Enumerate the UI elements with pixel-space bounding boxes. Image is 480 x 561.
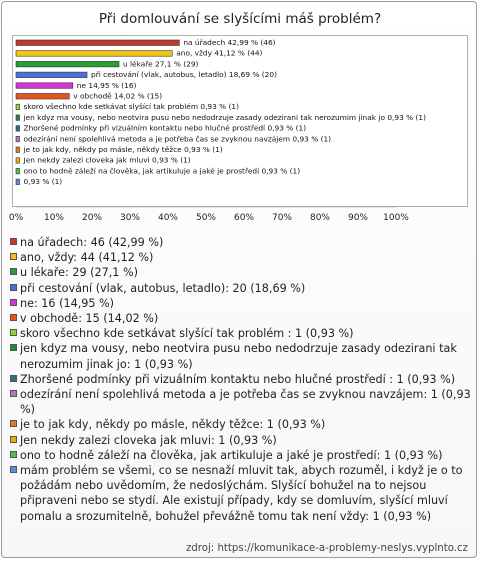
legend-item <box>8 417 472 432</box>
legend-swatch <box>10 268 17 275</box>
bar-label-13: 0,93 % (1) <box>23 177 63 187</box>
bar-label-7: jen kdyz ma vousy, nebo neotvira pusu nebo nedodrzuje zasady odezirani tak nerozumim jinak jo 0,93 % (1) <box>23 112 426 122</box>
legend-swatch <box>10 329 17 336</box>
legend-label: jen kdyz ma vousy, nebo neotvira pusu nebo nedodrzuje zasady odezirani tak nerozumim jinak jo: 1 (0,93 %) <box>20 342 457 371</box>
legend-item <box>8 448 472 463</box>
bar-3 <box>16 72 87 78</box>
x-tick-label: 40% <box>157 213 179 223</box>
legend-label: Zhoršené podmínky při vizuálním kontaktu nebo hlučné prostředí : 1 (0,93 %) <box>20 372 456 386</box>
legend-swatch <box>10 238 17 245</box>
bar-label-6: skoro všechno kde setkávat slyšící tak problém 0,93 % (1) <box>23 102 240 112</box>
legend-item <box>8 235 472 250</box>
bar-label-4: ne 14,95 % (16) <box>76 80 137 90</box>
legend-swatch <box>10 436 17 443</box>
chart-svg <box>2 2 478 234</box>
legend-label: odezírání není spolehlivá metoda a je potřeba čas se zvyknou navzájem: 1 (0,93 %) <box>20 388 471 417</box>
legend-swatch <box>10 344 17 351</box>
bar-8 <box>16 126 20 132</box>
bar-6 <box>16 104 20 110</box>
x-tick-label: 50% <box>195 213 217 223</box>
bar-5 <box>16 94 69 100</box>
legend-item <box>8 265 472 280</box>
legend-swatch <box>10 466 17 473</box>
source-note: zdroj: https://komunikace-a-problemy-neslys.vyplnto.cz <box>185 543 468 554</box>
bar-label-12: ono to hodně záleží na člověka, jak artikuluje a jaké je prostředí 0,93 % (1) <box>23 166 301 176</box>
legend-item <box>8 463 472 524</box>
bar-11 <box>16 158 20 164</box>
x-tick-label: 100% <box>383 213 409 223</box>
bar-label-0: na úřadech 42,99 % (46) <box>183 38 276 47</box>
legend-item <box>8 387 472 417</box>
bar-label-9: odezírání není spolehlivá metoda a je potřeba čas se zvyknou navzájem 0,93 % (1) <box>23 134 332 144</box>
bar-label-1: ano, vždy 41,12 % (44) <box>176 48 263 58</box>
bar-label-5: v obchodě 14,02 % (15) <box>73 91 163 101</box>
legend-label: je to jak kdy, někdy po másle, někdy těžce: 1 (0,93 %) <box>20 418 326 432</box>
legend-label: Jen nekdy zalezi cloveka jak mluvi: 1 (0,93 %) <box>20 433 277 447</box>
legend-label: u lékaře: 29 (27,1 %) <box>20 266 138 280</box>
legend-swatch <box>10 390 17 397</box>
x-tick-label: 30% <box>119 213 141 223</box>
legend-item <box>8 341 472 371</box>
x-tick-label: 20% <box>81 213 103 223</box>
bar-13 <box>16 179 20 185</box>
legend-swatch <box>10 299 17 306</box>
x-tick-label: 80% <box>309 213 331 223</box>
x-tick-label: 90% <box>347 213 369 223</box>
bar-label-11: Jen nekdy zalezi cloveka jak mluvi 0,93 % (1) <box>23 155 191 165</box>
legend-label: mám problém se všemi, co se nesnaží mluvit tak, abych rozuměl, i když je o to požádám nebo uvědomím, že nedoslýchám. Slyšící bohužel na to nejsou připraveni nebo se stydí. Ale existují případy, kdy se domluvím, slyšící mluví pomalu a srozumitelně, bohužel převážně tomu tak není vždy: 1 (0,93 %) <box>20 464 463 523</box>
legend-label: v obchodě: 15 (14,02 %) <box>20 312 159 326</box>
chart-panel <box>1 1 477 558</box>
legend-item <box>8 326 472 341</box>
x-tick-label: 60% <box>233 213 255 223</box>
bar-7 <box>16 115 20 121</box>
legend-label: ano, vždy: 44 (41,12 %) <box>20 251 154 265</box>
bar-1 <box>16 51 172 57</box>
x-tick-label: 0% <box>8 213 24 223</box>
legend-item <box>8 372 472 387</box>
bar-10 <box>16 147 20 153</box>
bar-label-10: je to jak kdy, někdy po másle, někdy těžce 0,93 % (1) <box>23 145 223 154</box>
bar-0 <box>16 40 179 46</box>
bar-label-8: Zhoršené podmínky při vizuálním kontaktu nebo hlučné prostředí 0,93 % (1) <box>23 123 307 133</box>
legend-item <box>8 311 472 326</box>
legend-label: skoro všechno kde setkávat slyšící tak problém : 1 (0,93 %) <box>20 327 354 341</box>
legend-swatch <box>10 451 17 458</box>
chart-title: Při domlouvání se slyšícími máš problém? <box>98 11 382 27</box>
bar-2 <box>16 61 119 67</box>
legend-label: ono to hodně záleží na člověka, jak artikuluje a jaké je prostředí: 1 (0,93 %) <box>20 448 443 462</box>
x-tick-label: 10% <box>43 213 65 223</box>
legend-label: při cestování (vlak, autobus, letadlo): 20 (18,69 %) <box>20 281 306 295</box>
legend-item <box>8 433 472 448</box>
legend-swatch <box>10 375 17 382</box>
legend-item <box>8 250 472 265</box>
legend-label: ne: 16 (14,95 %) <box>20 296 115 310</box>
legend-item <box>8 281 472 296</box>
legend-label: na úřadech: 46 (42,99 %) <box>20 236 164 249</box>
legend <box>8 235 472 524</box>
legend-item <box>8 296 472 311</box>
bar-12 <box>16 168 20 174</box>
bar-label-3: při cestování (vlak, autobus, letadlo) 18,69 % (20) <box>91 70 277 80</box>
legend-swatch <box>10 253 17 260</box>
bar-label-2: u lékaře 27,1 % (29) <box>122 59 199 69</box>
legend-swatch <box>10 314 17 321</box>
legend-swatch <box>10 284 17 291</box>
x-tick-label: 70% <box>271 213 293 223</box>
bar-9 <box>16 136 20 142</box>
bar-4 <box>16 83 73 89</box>
legend-swatch <box>10 420 17 427</box>
